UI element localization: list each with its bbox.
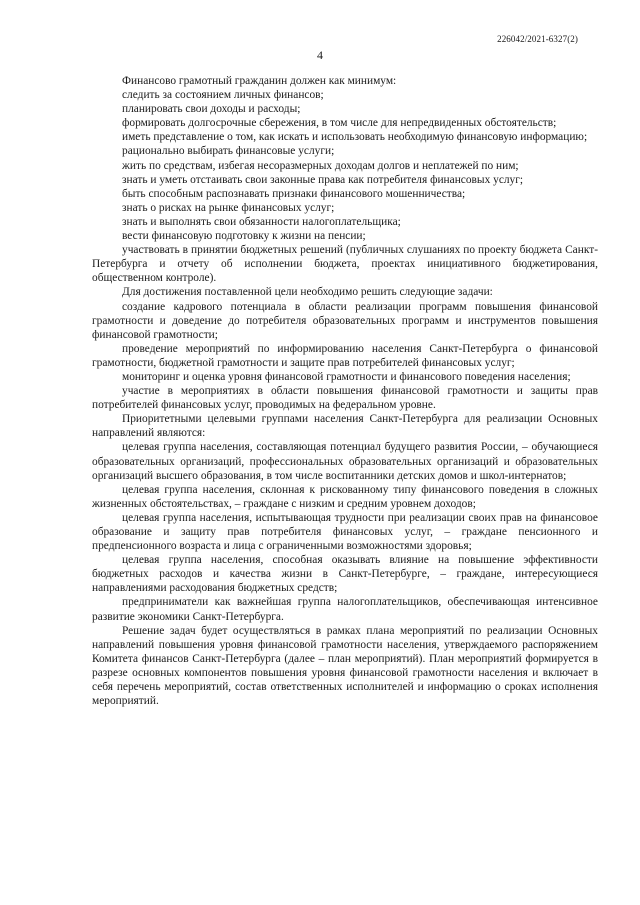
paragraph: следить за состоянием личных финансов;	[122, 89, 324, 102]
paragraph: знать и выполнять свои обязанности налогоплательщика;	[122, 215, 401, 228]
paragraph: Приоритетными целевыми группами населения Санкт-Петербурга для реализации Основных направлений являются:	[92, 413, 598, 440]
paragraph: целевая группа населения, склонная к рискованному типу финансового поведения в сложных жизненных обстоятельствах, – граждане с низким и средним уровнем доходов;	[92, 483, 598, 510]
paragraph: иметь представление о том, как искать и использовать необходимую финансовую информацию;	[122, 131, 588, 144]
paragraph: рационально выбирать финансовые услуги;	[122, 145, 335, 158]
paragraph: проведение мероприятий по информированию населения Санкт-Петербурга о финансовой грамотности, бюджетной грамотности и защите прав потребителей финансовых услуг;	[92, 342, 598, 369]
paragraph: целевая группа населения, способная оказывать влияние на повышение эффективности бюджетных расходов и качества жизни в Санкт-Петербурге, – граждане, интересующиеся направлениями расходования бюджетных средств;	[92, 554, 598, 595]
paragraph: участвовать в принятии бюджетных решений (публичных слушаниях по проекту бюджета Санкт-Петербурга и отчету об исполнении бюджета, проектах инициативного бюджетирования, общественном контроле).	[92, 244, 598, 285]
paragraph: целевая группа населения, испытывающая трудности при реализации своих прав на финансовое образование и защиту прав потребителя финансовых услуг, – граждане пенсионного и предпенсионного возраста и лица с ограниченными возможностями здоровья;	[92, 511, 598, 553]
paragraph: создание кадрового потенциала в области реализации программ повышения финансовой грамотности и доведение до потребителя образовательных программ и инструментов повышения финансовой грамотности;	[92, 300, 598, 341]
paragraph: целевая группа населения, составляющая потенциал будущего развития России, – обучающиеся образовательных организаций, профессиональных образовательных организаций и образовательных организаций высшего образования, в том числе воспитанники детских домов и школ-интернатов;	[92, 441, 598, 482]
page-number: 4	[317, 48, 323, 62]
paragraph: жить по средствам, избегая несоразмерных доходам долгов и неплатежей по ним;	[122, 159, 519, 172]
paragraph: Финансово грамотный гражданин должен как минимум:	[122, 75, 397, 87]
paragraph: участие в мероприятиях в области повышения финансовой грамотности и защиты прав потребителей финансовых услуг, проводимых на федеральном уровне.	[92, 385, 598, 412]
paragraph: мониторинг и оценка уровня финансовой грамотности и финансового поведения населения;	[122, 370, 571, 383]
paragraph: быть способным распознавать признаки финансового мошенничества;	[122, 187, 466, 200]
paragraph: формировать долгосрочные сбережения, в том числе для непредвиденных обстоятельств;	[122, 117, 557, 130]
paragraph: Решение задач будет осуществляться в рамках плана мероприятий по реализации Основных направлений повышения уровня финансовой грамотности населения, утверждаемого распоряжением Комитета финансов Санкт-Петербурга (далее – план мероприятий). План мероприятий формируется в разрезе основных компонентов повышения уровня финансовой грамотности населения и включает в себя перечень мероприятий, состав ответственных исполнителей и информацию о сроках исполнения мероприятий.	[92, 624, 598, 708]
paragraph: Для достижения поставленной цели необходимо решить следующие задачи:	[122, 286, 493, 299]
paragraph: знать о рисках на рынке финансовых услуг;	[122, 201, 335, 214]
paragraph: планировать свои доходы и расходы;	[122, 103, 301, 116]
paragraph: вести финансовую подготовку к жизни на пенсии;	[122, 230, 366, 243]
document-body	[92, 74, 598, 708]
paragraph: предприниматели как важнейшая группа налогоплательщиков, обеспечивающая интенсивное развитие экономики Санкт-Петербурга.	[92, 596, 598, 623]
paragraph: знать и уметь отстаивать свои законные права как потребителя финансовых услуг;	[122, 173, 524, 186]
document-registration-number: 226042/2021-6327(2)	[497, 34, 578, 44]
